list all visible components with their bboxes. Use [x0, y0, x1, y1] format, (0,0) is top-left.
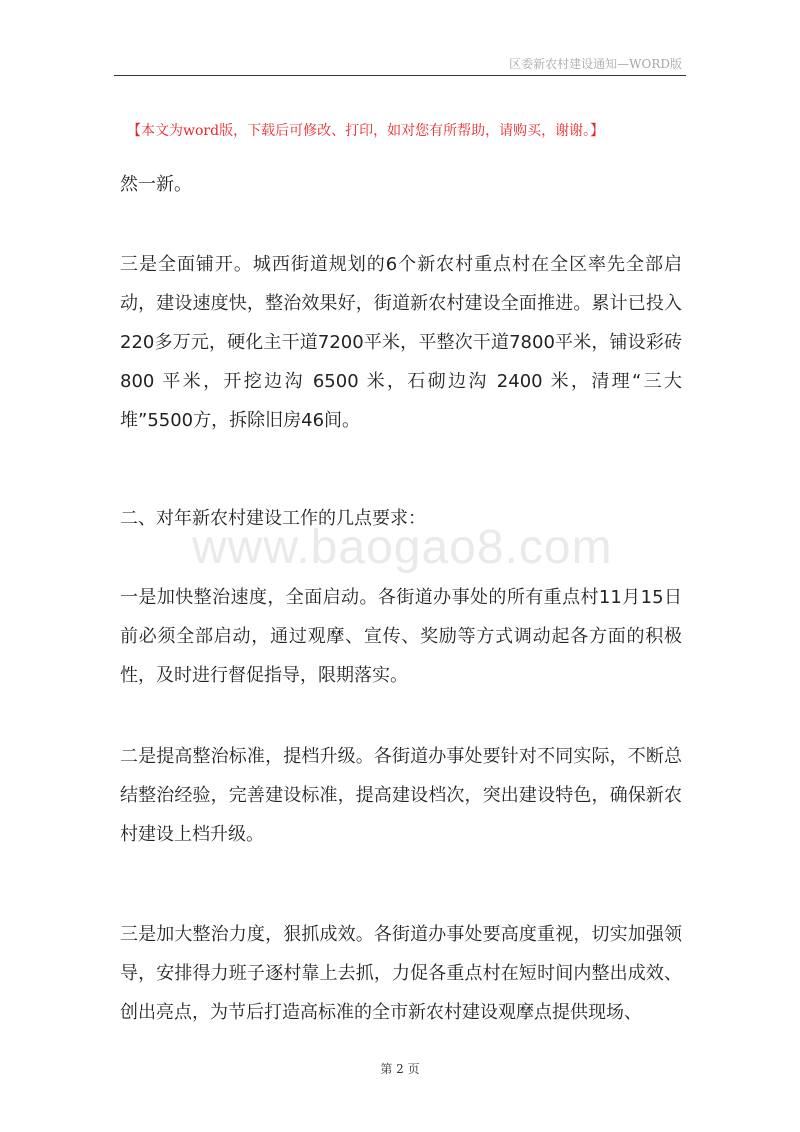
- running-header: 区委新农村建设通知—WORD版: [509, 57, 682, 71]
- watermark: www.baogao8.com: [192, 521, 613, 574]
- page-number: 第 2 页: [380, 1062, 420, 1076]
- download-notice: 【本文为word版，下载后可修改、打印，如对您有所帮助，请购买，谢谢。】: [127, 123, 605, 139]
- paragraph-requirement-one: 一是加快整治速度，全面启动。各街道办事处的所有重点村11月15日前必须全部启动，通过观摩、宣传、奖励等方式调动起各方面的积极性，及时进行督促指导，限期落实。: [120, 587, 682, 686]
- section-heading-requirements: 二、对年新农村建设工作的几点要求：: [120, 508, 426, 529]
- header-divider: [114, 75, 686, 76]
- paragraph-continuation: 然一新。: [120, 174, 192, 195]
- paragraph-progress-three: 三是全面铺开。城西街道规划的6个新农村重点村在全区率先全部启动，建设速度快，整治效果好，街道新农村建设全面推进。累计已投入220多万元，硬化主干道7200平米，平整次干道7800平米，铺设彩砖 800 平米，开挖边沟 6500 米，石砌边沟 2400 米，清理“三大堆”5500方，拆除旧房46间。: [120, 254, 682, 431]
- paragraph-requirement-two: 二是提高整治标准，提档升级。各街道办事处要针对不同实际，不断总结整治经验，完善建设标准，提高建设档次，突出建设特色，确保新农村建设上档升级。: [120, 746, 682, 845]
- paragraph-requirement-three: 三是加大整治力度，狠抓成效。各街道办事处要高度重视，切实加强领导，安排得力班子逐村靠上去抓，力促各重点村在短时间内整出成效、创出亮点，为节后打造高标准的全市新农村建设观摩点提供现场、: [120, 924, 682, 1023]
